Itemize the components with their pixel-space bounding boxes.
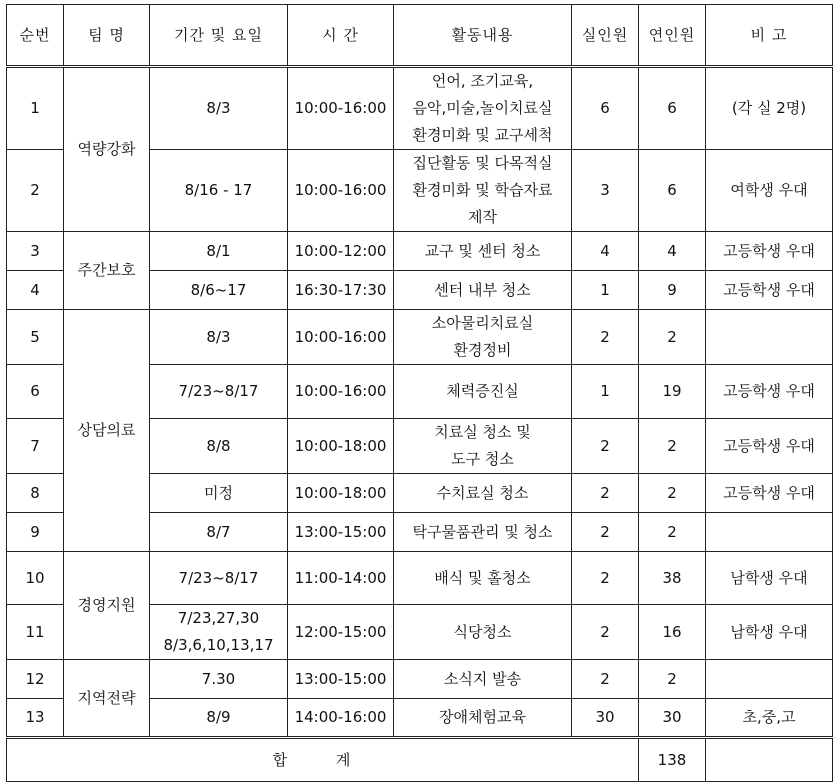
cell-time: 10:00-16:00 (288, 150, 394, 232)
cell-period: 7/23~8/17 (150, 365, 288, 419)
cell-no: 11 (7, 605, 64, 660)
cell-activity: 식당청소 (394, 605, 572, 660)
cell-no: 5 (7, 310, 64, 365)
table-row (7, 552, 833, 605)
cell-note: 고등학생 우대 (706, 419, 833, 474)
cell-time: 11:00-14:00 (288, 552, 394, 605)
cell-note: 초,중,고 (706, 699, 833, 738)
cell-team: 상담의료 (64, 310, 150, 552)
summary-row (7, 738, 833, 782)
cell-period: 7/23~8/17 (150, 552, 288, 605)
cell-total: 2 (639, 310, 706, 365)
cell-period: 8/6~17 (150, 271, 288, 310)
cell-activity: 체력증진실 (394, 365, 572, 419)
cell-actual: 2 (572, 605, 639, 660)
cell-note: 고등학생 우대 (706, 232, 833, 271)
table-row (7, 660, 833, 699)
cell-activity: 집단활동 및 다목적실 환경미화 및 학습자료 제작 (394, 150, 572, 232)
cell-period: 8/9 (150, 699, 288, 738)
header-team: 팀 명 (64, 5, 150, 67)
cell-period: 8/16 - 17 (150, 150, 288, 232)
cell-actual: 4 (572, 232, 639, 271)
cell-no: 8 (7, 474, 64, 513)
header-actual: 실인원 (572, 5, 639, 67)
cell-activity: 치료실 청소 및 도구 청소 (394, 419, 572, 474)
cell-total: 19 (639, 365, 706, 419)
cell-actual: 2 (572, 419, 639, 474)
cell-time: 12:00-15:00 (288, 605, 394, 660)
header-no: 순번 (7, 5, 64, 67)
cell-period: 7.30 (150, 660, 288, 699)
cell-period: 7/23,27,30 8/3,6,10,13,17 (150, 605, 288, 660)
cell-no: 12 (7, 660, 64, 699)
cell-time: 14:00-16:00 (288, 699, 394, 738)
cell-time: 13:00-15:00 (288, 660, 394, 699)
table-row (7, 232, 833, 271)
cell-time: 13:00-15:00 (288, 513, 394, 552)
cell-time: 10:00-18:00 (288, 419, 394, 474)
cell-note (706, 513, 833, 552)
cell-note: 여학생 우대 (706, 150, 833, 232)
header-period: 기간 및 요일 (150, 5, 288, 67)
cell-time: 10:00-16:00 (288, 310, 394, 365)
cell-total: 4 (639, 232, 706, 271)
cell-actual: 2 (572, 474, 639, 513)
summary-note (706, 738, 833, 782)
cell-team: 지역전략 (64, 660, 150, 738)
cell-team: 경영지원 (64, 552, 150, 660)
cell-activity: 배식 및 홀청소 (394, 552, 572, 605)
cell-actual: 2 (572, 552, 639, 605)
cell-team: 주간보호 (64, 232, 150, 310)
cell-period: 미정 (150, 474, 288, 513)
cell-note: 고등학생 우대 (706, 271, 833, 310)
volunteer-schedule (6, 4, 832, 782)
cell-total: 6 (639, 67, 706, 150)
cell-total: 16 (639, 605, 706, 660)
cell-activity: 탁구물품관리 및 청소 (394, 513, 572, 552)
header-total: 연인원 (639, 5, 706, 67)
cell-actual: 30 (572, 699, 639, 738)
cell-total: 30 (639, 699, 706, 738)
cell-note: 남학생 우대 (706, 605, 833, 660)
cell-time: 16:30-17:30 (288, 271, 394, 310)
cell-note (706, 310, 833, 365)
cell-actual: 3 (572, 150, 639, 232)
cell-activity: 소아물리치료실 환경정비 (394, 310, 572, 365)
cell-no: 1 (7, 67, 64, 150)
cell-time: 10:00-16:00 (288, 67, 394, 150)
summary-label: 합 계 (7, 738, 639, 782)
cell-period: 8/8 (150, 419, 288, 474)
cell-activity: 수치료실 청소 (394, 474, 572, 513)
cell-activity: 센터 내부 청소 (394, 271, 572, 310)
cell-no: 2 (7, 150, 64, 232)
header-row (7, 5, 833, 67)
cell-time: 10:00-16:00 (288, 365, 394, 419)
cell-period: 8/7 (150, 513, 288, 552)
cell-team: 역량강화 (64, 67, 150, 232)
cell-actual: 2 (572, 310, 639, 365)
cell-no: 13 (7, 699, 64, 738)
volunteer-activity-table (6, 4, 833, 782)
cell-total: 38 (639, 552, 706, 605)
table-row (7, 310, 833, 365)
cell-activity: 언어, 조기교육, 음악,미술,놀이치료실 환경미화 및 교구세척 (394, 67, 572, 150)
cell-period: 8/3 (150, 310, 288, 365)
cell-total: 2 (639, 474, 706, 513)
cell-actual: 2 (572, 660, 639, 699)
cell-no: 7 (7, 419, 64, 474)
cell-period: 8/1 (150, 232, 288, 271)
cell-no: 10 (7, 552, 64, 605)
cell-actual: 2 (572, 513, 639, 552)
cell-actual: 1 (572, 271, 639, 310)
cell-note: 고등학생 우대 (706, 474, 833, 513)
cell-actual: 1 (572, 365, 639, 419)
cell-total: 2 (639, 419, 706, 474)
cell-time: 10:00-18:00 (288, 474, 394, 513)
cell-note: 남학생 우대 (706, 552, 833, 605)
cell-total: 9 (639, 271, 706, 310)
cell-total: 2 (639, 660, 706, 699)
cell-activity: 소식지 발송 (394, 660, 572, 699)
cell-no: 6 (7, 365, 64, 419)
cell-note: 고등학생 우대 (706, 365, 833, 419)
cell-no: 4 (7, 271, 64, 310)
header-time: 시 간 (288, 5, 394, 67)
cell-total: 6 (639, 150, 706, 232)
header-activity: 활동내용 (394, 5, 572, 67)
cell-no: 9 (7, 513, 64, 552)
cell-note (706, 660, 833, 699)
cell-period: 8/3 (150, 67, 288, 150)
cell-actual: 6 (572, 67, 639, 150)
table-row (7, 67, 833, 150)
cell-time: 10:00-12:00 (288, 232, 394, 271)
header-note: 비 고 (706, 5, 833, 67)
summary-total: 138 (639, 738, 706, 782)
cell-activity: 교구 및 센터 청소 (394, 232, 572, 271)
cell-note: (각 실 2명) (706, 67, 833, 150)
cell-activity: 장애체험교육 (394, 699, 572, 738)
cell-total: 2 (639, 513, 706, 552)
cell-no: 3 (7, 232, 64, 271)
